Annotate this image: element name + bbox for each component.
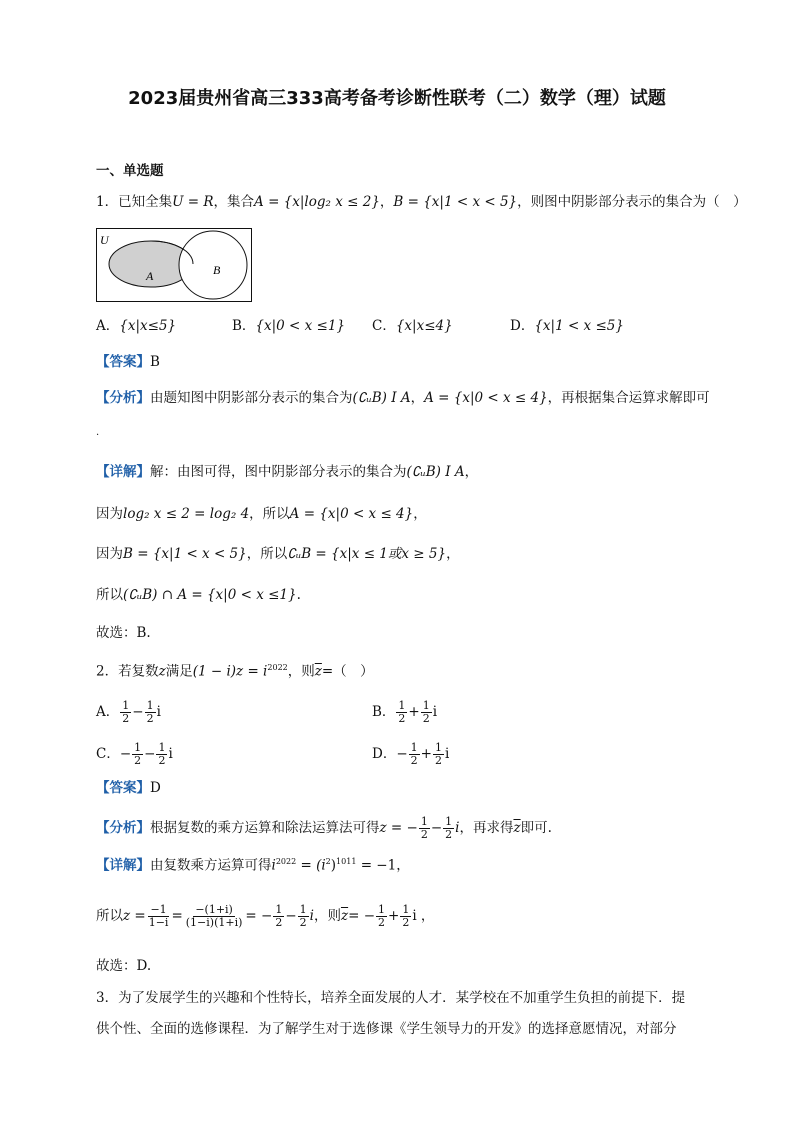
venn-diagram <box>96 228 252 302</box>
label-b: B <box>213 263 221 277</box>
q1-stem-mid1: ，集合 <box>213 194 255 210</box>
q1-option-d[interactable]: D．{x|1 < x ≤5} <box>510 318 624 334</box>
q1-detail-line1: 【详解】解：由图可得，图中阴影部分表示的集合为(∁ᵤB) I A， <box>96 464 479 480</box>
q2-option-c[interactable]: C．− $\frac{1}{2}$ − $\frac{1}{2}$ i <box>96 741 173 768</box>
q1-option-c[interactable]: C．{x|x≤4} <box>372 318 453 334</box>
q1-detail-line4: 所以(∁ᵤB) ∩ A = {x|0 < x ≤1}. <box>96 587 301 603</box>
q2-option-b[interactable]: B． $\frac{1}{2}$ + $\frac{1}{2}$ i <box>372 699 438 726</box>
q1-conclusion: 故选：B. <box>96 625 151 641</box>
section-heading: 一、单选题 <box>96 163 164 179</box>
q1-detail-line3: 因为B = {x|1 < x < 5}，所以∁ᵤB = {x|x ≤ 1或x ≥ 5}， <box>96 546 460 562</box>
q1-stem <box>96 196 747 210</box>
q2-option-a[interactable]: A． $\frac{1}{2}$ − $\frac{1}{2}$ i <box>96 699 161 726</box>
label-a: A <box>146 269 154 283</box>
q2-answer: 【答案】D <box>96 780 161 796</box>
label-u: U <box>100 233 109 247</box>
q2-analysis: 【分析】根据复数的乘方运算和除法运算法可得z = − $\frac{1}{2}$ − $\frac{1}{2}$ i，再求得$\overline{z}$即可. <box>96 815 552 842</box>
q1-stem-mid2: ， <box>379 194 394 210</box>
q1-set-b: B = {x|1 < x < 5} <box>393 194 518 210</box>
q1-stem-pre: 1．已知全集 <box>96 194 173 210</box>
q2-option-d[interactable]: D．− $\frac{1}{2}$ + $\frac{1}{2}$ i <box>372 741 450 768</box>
q1-universe: U = R <box>172 194 214 210</box>
q2-conclusion: 故选：D. <box>96 958 152 974</box>
page-title: 2023届贵州省高三333高考备考诊断性联考（二）数学（理）试题 <box>128 88 666 109</box>
q1-option-a[interactable]: A．{x|x≤5} <box>96 318 177 334</box>
q1-analysis: 【分析】由题知图中阴影部分表示的集合为(∁ᵤB) I A，A = {x|0 < x ≤ 4}，再根据集合运算求解即可 <box>96 390 710 406</box>
q2-detail-line2: 所以z = $\frac{-1}{1-i}$ = $\frac{-(1+i)}{(1-i)(1+i)}$ = − $\frac{1}{2}$ − $\frac{1}{2}$ i，则$\overline{z}=$ − $\frac{1}{2}$ + $\frac{1}{2}$ i ， <box>96 903 435 930</box>
q2-detail-line1: 【详解】由复数乘方运算可得$i^{2022} = (i^2)^{1011} = -1$， <box>96 857 410 874</box>
q2-stem: 2．若复数z满足$(1 - i)z = i^{2022}$，则$\overline{z}=$（ ） <box>96 663 374 680</box>
q1-analysis-dot: . <box>96 427 100 438</box>
q1-stem-post: ，则图中阴影部分表示的集合为（ ） <box>517 194 747 210</box>
q1-option-b[interactable]: B．{x|0 < x ≤1} <box>232 318 346 334</box>
q1-detail-line2: 因为log₂ x ≤ 2 = log₂ 4，所以A = {x|0 < x ≤ 4}， <box>96 506 427 522</box>
q3-line1: 3．为了发展学生的兴趣和个性特长，培养全面发展的人才．某学校在不加重学生负担的前提下．提 <box>96 990 686 1006</box>
q1-answer: 【答案】B <box>96 354 160 370</box>
q3-line2: 供个性、全面的选修课程．为了解学生对于选修课《学生领导力的开发》的选择意愿情况，对部分 <box>96 1021 677 1037</box>
q1-set-a: A = {x|log₂ x ≤ 2} <box>254 194 380 210</box>
